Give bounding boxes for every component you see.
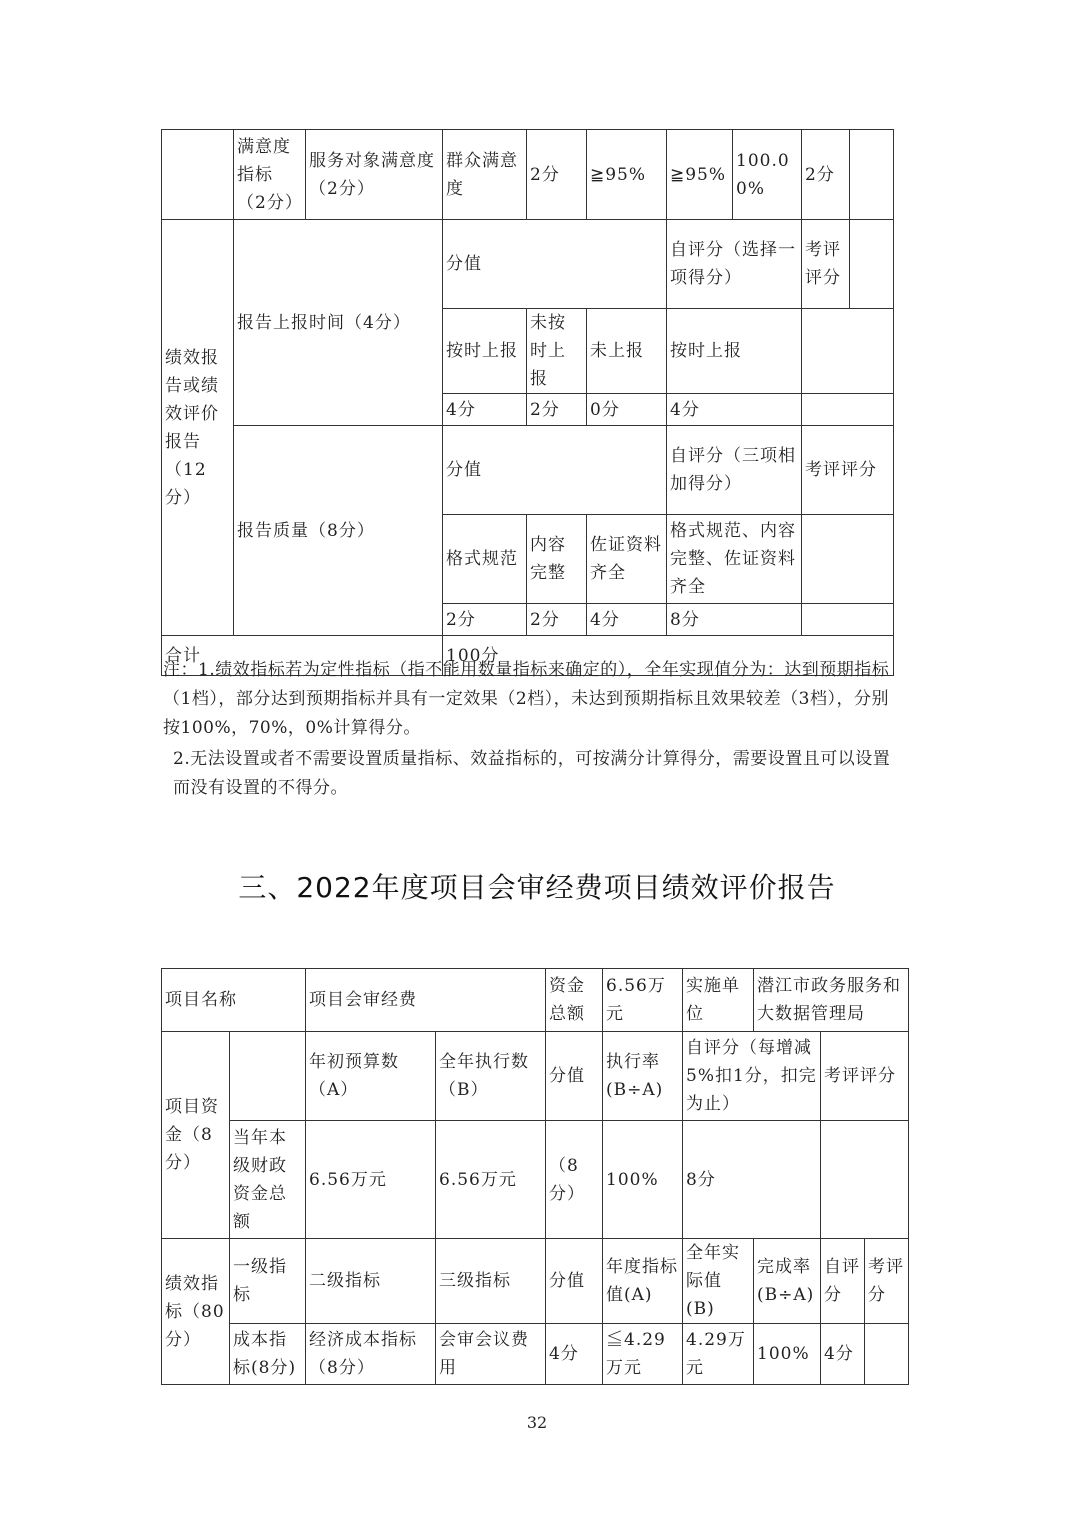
timing-self-choice: 按时上报 [667, 309, 802, 394]
timing-option-on-time: 按时上报 [443, 309, 527, 394]
report-timing-label: 报告上报时间（4分） [234, 220, 443, 426]
timing-review-cell [802, 309, 894, 394]
ind-header-level2: 二级指标 [306, 1239, 436, 1324]
ind-header-target: 年度指标值(A) [603, 1239, 683, 1324]
satisfaction-self-score: 2分 [802, 130, 850, 220]
quality-self-choice: 格式规范、内容完整、佐证资料齐全 [667, 515, 802, 604]
ind-header-rate: 完成率(B÷A) [754, 1239, 821, 1324]
ind-row-target: ≦4.29万元 [603, 1324, 683, 1385]
timing-option-late: 未按时上报 [527, 309, 587, 394]
fund-total-label: 资金总额 [546, 969, 603, 1032]
ind-header-score: 分值 [546, 1239, 603, 1324]
ind-header-level1: 一级指标 [230, 1239, 306, 1324]
funds-row-label: 当年本级财政资金总额 [230, 1121, 306, 1239]
implementing-unit: 潜江市政务服务和大数据管理局 [754, 969, 909, 1032]
empty-cell [230, 1032, 306, 1121]
ind-row-actual: 4.29万元 [683, 1324, 754, 1385]
funds-header-budget: 年初预算数（A） [306, 1032, 436, 1121]
timing-score-on-time: 4分 [443, 394, 527, 426]
timing-score-late: 2分 [527, 394, 587, 426]
fund-total: 6.56万元 [603, 969, 683, 1032]
funds-rate: 100% [603, 1121, 683, 1239]
ind-header-self: 自评分 [821, 1239, 865, 1324]
funds-budget: 6.56万元 [306, 1121, 436, 1239]
quality-option-evidence: 佐证资料齐全 [587, 515, 667, 604]
satisfaction-actual: ≧95% [667, 130, 733, 220]
funds-header-review: 考评评分 [821, 1032, 909, 1121]
section-heading: 三、2022年度项目会审经费项目绩效评价报告 [238, 871, 836, 904]
quality-option-format: 格式规范 [443, 515, 527, 604]
total-value: 100分 [443, 636, 894, 676]
funds-category: 项目资金（8分） [162, 1032, 230, 1239]
note-paragraph-1: 注：1.绩效指标若为定性指标（指不能用数量指标来确定的），全年实现值分为：达到预期指标（1档），部分达到预期指标并具有一定效果（2档），未达到预期指标且效果较差（3档），分别按100%，70%，0%计算得分。 [163, 660, 890, 738]
note-paragraph-2: 2.无法设置或者不需要设置质量指标、效益指标的，可按满分计算得分，需要设置且可以设置而没有设置的不得分。 [173, 749, 891, 798]
indicators-category: 绩效指标（80分） [162, 1239, 230, 1385]
ind-row-review-cell [865, 1324, 909, 1385]
timing-option-none: 未上报 [587, 309, 667, 394]
ind-row-score: 4分 [546, 1324, 603, 1385]
funds-exec: 6.56万元 [436, 1121, 546, 1239]
quality-review-cell [802, 515, 894, 604]
satisfaction-score: 2分 [527, 130, 587, 220]
timing-header-value: 分值 [443, 220, 667, 309]
funds-score: （8分） [546, 1121, 603, 1239]
ind-row-level2: 经济成本指标（8分） [306, 1324, 436, 1385]
empty-cell [850, 220, 894, 309]
satisfaction-level1: 满意度指标（2分） [234, 130, 306, 220]
funds-header-score: 分值 [546, 1032, 603, 1121]
quality-header-self: 自评分（三项相加得分） [667, 426, 802, 515]
satisfaction-rate: 100.00% [733, 130, 802, 220]
ind-row-rate: 100% [754, 1324, 821, 1385]
timing-score-none: 0分 [587, 394, 667, 426]
timing-header-self: 自评分（选择一项得分） [667, 220, 802, 309]
page-number: 32 [526, 1413, 548, 1432]
funds-header-self: 自评分（每增减5%扣1分，扣完为止） [683, 1032, 821, 1121]
quality-score-format: 2分 [443, 604, 527, 636]
ind-header-actual: 全年实际值(B) [683, 1239, 754, 1324]
satisfaction-level3: 群众满意度 [443, 130, 527, 220]
quality-self-score: 8分 [667, 604, 802, 636]
ind-row-level1: 成本指标(8分) [230, 1324, 306, 1385]
quality-header-review: 考评评分 [802, 426, 894, 515]
funds-self-score: 8分 [683, 1121, 821, 1239]
ind-header-level3: 三级指标 [436, 1239, 546, 1324]
ind-row-level3: 会审会议费用 [436, 1324, 546, 1385]
funds-header-rate: 执行率(B÷A) [603, 1032, 683, 1121]
report-category: 绩效报告或绩效评价报告（12分） [162, 220, 234, 636]
quality-option-content: 内容完整 [527, 515, 587, 604]
project-name: 项目会审经费 [306, 969, 546, 1032]
project-evaluation-table [161, 968, 909, 1385]
quality-header-value: 分值 [443, 426, 667, 515]
quality-score-content: 2分 [527, 604, 587, 636]
quality-score-evidence: 4分 [587, 604, 667, 636]
timing-review-score-cell [802, 394, 894, 426]
funds-header-exec: 全年执行数（B） [436, 1032, 546, 1121]
quality-review-score-cell [802, 604, 894, 636]
empty-cell [850, 130, 894, 220]
timing-header-review: 考评评分 [802, 220, 850, 309]
timing-self-score: 4分 [667, 394, 802, 426]
project-name-label: 项目名称 [162, 969, 306, 1032]
empty-cell [162, 130, 234, 220]
ind-row-self-score: 4分 [821, 1324, 865, 1385]
report-quality-label: 报告质量（8分） [234, 426, 443, 636]
unit-label: 实施单位 [683, 969, 754, 1032]
total-label: 合计 [162, 636, 443, 676]
scoring-table-continued [161, 129, 894, 676]
satisfaction-level2: 服务对象满意度（2分） [306, 130, 443, 220]
ind-header-review: 考评分 [865, 1239, 909, 1324]
satisfaction-target: ≧95% [587, 130, 667, 220]
funds-review-cell [821, 1121, 909, 1239]
